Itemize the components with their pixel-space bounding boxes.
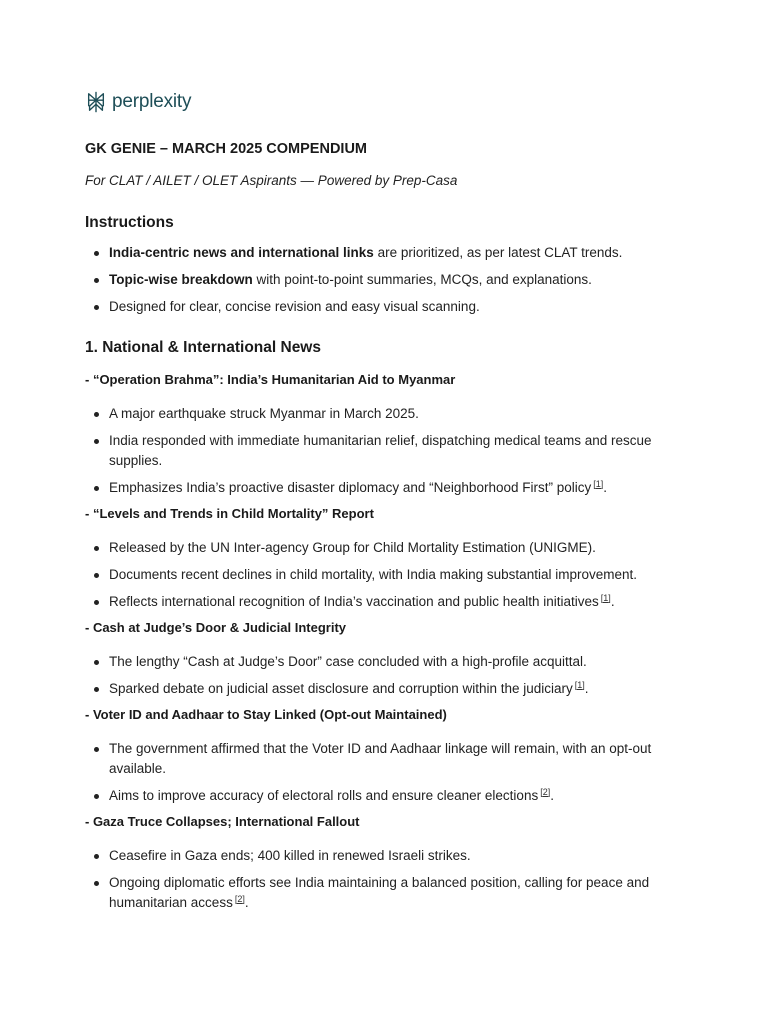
list-item-text: with point-to-point summaries, MCQs, and explanations.: [252, 272, 592, 287]
list-item-text: Released by the UN Inter-agency Group for Child Mortality Estimation (UNIGME).: [109, 540, 596, 555]
topic-heading: - “Levels and Trends in Child Mortality” Report: [85, 506, 374, 521]
list-item: [109, 679, 685, 699]
list-item: [109, 652, 685, 672]
perplexity-logo-icon: [85, 91, 107, 113]
list-item-text: Documents recent declines in child mortality, with India making substantial improvement.: [109, 567, 637, 582]
list-item-end: .: [244, 895, 249, 910]
citation-link[interactable]: [1]: [574, 679, 585, 690]
topic-list: [85, 404, 685, 498]
list-item-end: .: [584, 681, 589, 696]
document-title: GK GENIE – MARCH 2025 COMPENDIUM: [85, 141, 367, 157]
list-item-text: India responded with immediate humanitarian relief, dispatching medical teams and rescue supplies.: [109, 433, 652, 468]
document-subtitle: For CLAT / AILET / OLET Aspirants — Powered by Prep-Casa: [85, 173, 458, 188]
topic-heading: - Voter ID and Aadhaar to Stay Linked (Opt-out Maintained): [85, 707, 447, 722]
list-item-text: Aims to improve accuracy of electoral rolls and ensure cleaner elections: [109, 788, 539, 803]
citation-link[interactable]: [1]: [593, 478, 604, 489]
list-item: [109, 846, 685, 866]
list-item: [109, 243, 685, 263]
list-item-text: Emphasizes India’s proactive disaster diplomacy and “Neighborhood First” policy: [109, 480, 592, 495]
list-item-text: Reflects international recognition of India’s vaccination and public health initiatives: [109, 594, 599, 609]
list-item-text: Ongoing diplomatic efforts see India maintaining a balanced position, calling for peace and humanitarian access: [109, 875, 650, 910]
topic-list: [85, 538, 685, 612]
list-item: [109, 404, 685, 424]
list-item: [109, 592, 685, 612]
instructions-heading: Instructions: [85, 214, 174, 231]
brand-name: perplexity: [112, 91, 192, 112]
list-item: [109, 873, 685, 913]
list-item: [109, 786, 685, 806]
list-item: [109, 270, 685, 290]
list-item: [109, 739, 685, 779]
citation-link[interactable]: [1]: [600, 592, 611, 603]
list-item-end: .: [603, 480, 608, 495]
topic-list: [85, 652, 685, 699]
document-content: [85, 139, 685, 913]
brand-logo: [85, 91, 191, 113]
list-item: [109, 565, 685, 585]
list-item-text: are prioritized, as per latest CLAT trends.: [373, 245, 623, 260]
list-item-text: Designed for clear, concise revision and easy visual scanning.: [109, 299, 480, 314]
list-item-text: Ceasefire in Gaza ends; 400 killed in renewed Israeli strikes.: [109, 848, 471, 863]
list-item-bold: India-centric news and international links: [109, 245, 374, 260]
topic-heading: - Cash at Judge’s Door & Judicial Integrity: [85, 620, 347, 635]
list-item-end: .: [610, 594, 615, 609]
list-item: [109, 297, 685, 317]
list-item-text: The government affirmed that the Voter ID and Aadhaar linkage will remain, with an opt-out available.: [109, 741, 652, 776]
topic-heading: - Gaza Truce Collapses; International Fallout: [85, 814, 360, 829]
list-item-text: A major earthquake struck Myanmar in March 2025.: [109, 406, 419, 421]
list-item-text: Sparked debate on judicial asset disclosure and corruption within the judiciary: [109, 681, 573, 696]
topic-list: [85, 846, 685, 913]
list-item: [109, 538, 685, 558]
citation-link[interactable]: [2]: [234, 893, 245, 904]
list-item-bold: Topic-wise breakdown: [109, 272, 253, 287]
topic-list: [85, 739, 685, 806]
list-item-text: The lengthy “Cash at Judge’s Door” case concluded with a high-profile acquittal.: [109, 654, 587, 669]
list-item: [109, 478, 685, 498]
section-heading: 1. National & International News: [85, 339, 321, 356]
topic-heading: - “Operation Brahma”: India’s Humanitarian Aid to Myanmar: [85, 372, 456, 387]
instructions-list: [85, 243, 685, 317]
list-item: [109, 431, 685, 471]
citation-link[interactable]: [2]: [540, 786, 551, 797]
list-item-end: .: [550, 788, 554, 803]
